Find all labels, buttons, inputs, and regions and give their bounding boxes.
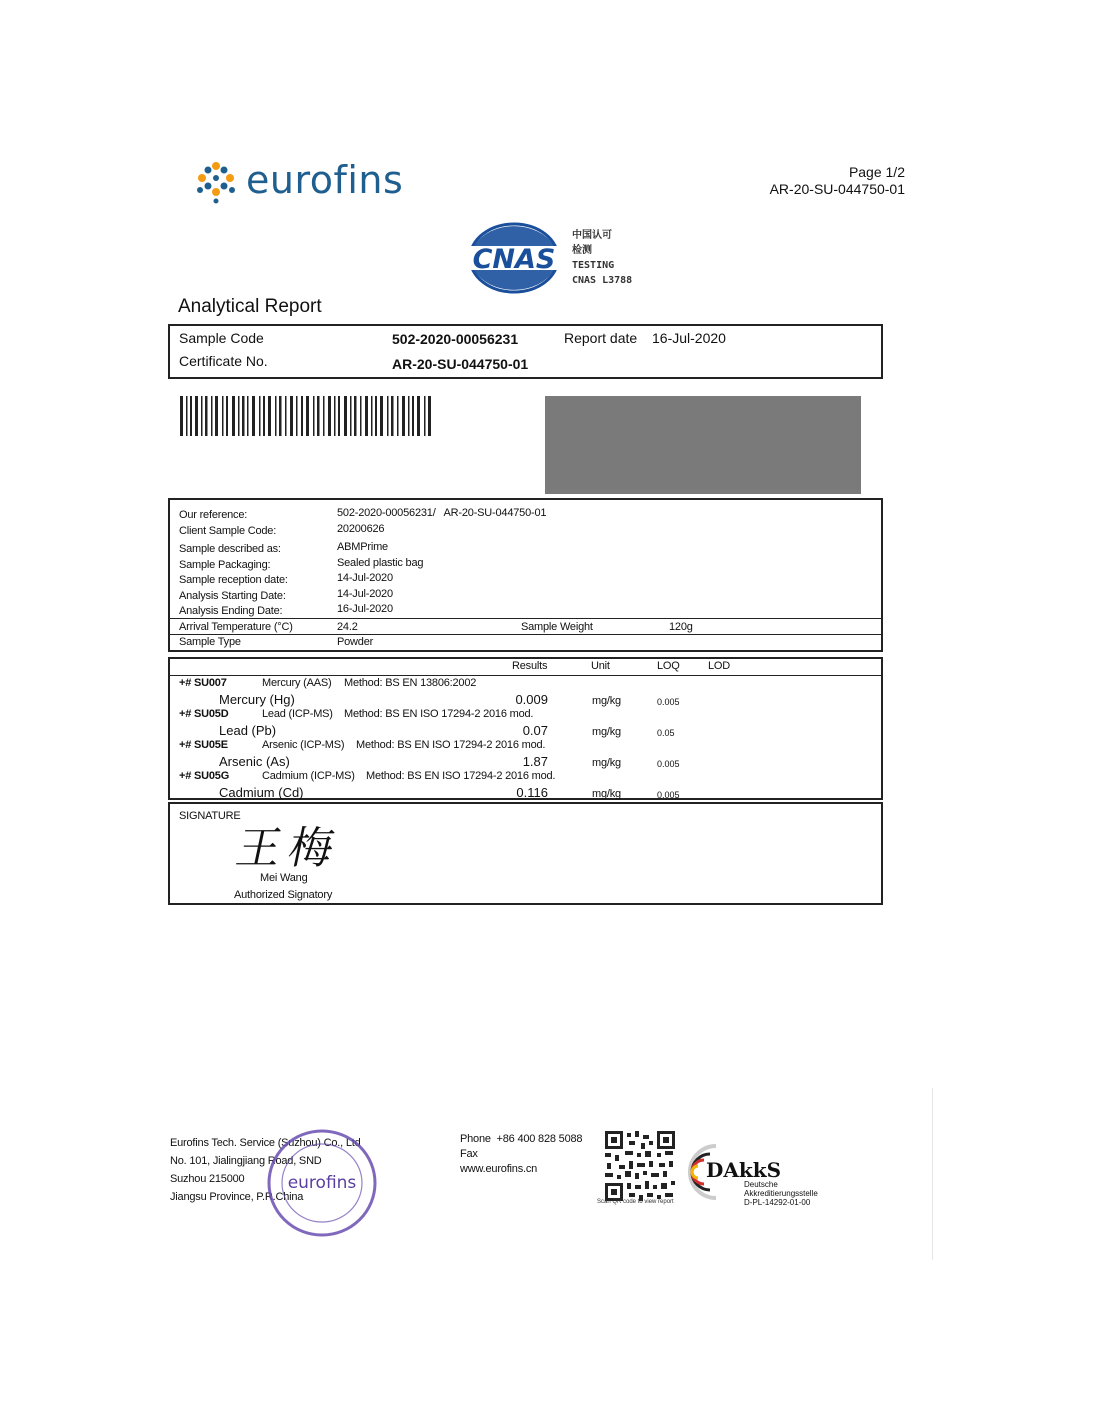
lod-header: LOD bbox=[708, 660, 731, 672]
signature-box bbox=[168, 802, 883, 905]
info-label: Sample Packaging: bbox=[179, 558, 271, 571]
info-label: Sample described as: bbox=[179, 543, 281, 555]
dakks-logo-text: DAkkS bbox=[706, 1158, 782, 1182]
page-edge-line bbox=[932, 1088, 933, 1260]
sample-code-box bbox=[168, 324, 883, 379]
stamp-icon bbox=[266, 1128, 378, 1238]
info-value: 20200626 bbox=[337, 522, 385, 535]
analyte-unit: mg/kg bbox=[592, 726, 621, 738]
analyte-result: 0.116 bbox=[516, 785, 548, 800]
test-analysis: Lead (ICP-MS) bbox=[262, 708, 333, 720]
analyte-result: 1.87 bbox=[522, 754, 548, 769]
certificate-value: AR-20-SU-044750-01 bbox=[392, 356, 529, 372]
info-label: Analysis Ending Date: bbox=[179, 605, 283, 617]
cnas-line2: 检测 bbox=[572, 245, 592, 256]
results-box bbox=[168, 657, 883, 800]
analyte-loq: 0.05 bbox=[657, 728, 675, 738]
contact-info bbox=[460, 1132, 582, 1177]
qr-code-icon bbox=[603, 1129, 677, 1203]
info-label: Client Sample Code: bbox=[179, 524, 277, 537]
cnas-text bbox=[572, 228, 632, 288]
test-code: +# SU007 bbox=[179, 677, 227, 689]
eurofins-logo bbox=[194, 160, 414, 206]
unit-header: Unit bbox=[591, 660, 610, 672]
info-label: Our reference: bbox=[179, 509, 248, 521]
test-analysis: Mercury (AAS) bbox=[262, 677, 332, 689]
sample-type-value: Powder bbox=[337, 636, 374, 648]
analyte-result: 0.07 bbox=[522, 723, 548, 738]
signatory-title: Authorized Signatory bbox=[234, 889, 333, 901]
results-header-divider bbox=[170, 675, 881, 676]
eurofins-dots-icon bbox=[194, 160, 238, 204]
signature-label: SIGNATURE bbox=[179, 810, 241, 822]
barcode bbox=[180, 396, 432, 436]
dakks-line: D-PL-14292-01-00 bbox=[744, 1198, 811, 1207]
address-line: No. 101, Jialingjiang Road, SND bbox=[170, 1155, 322, 1167]
signatory-name: Mei Wang bbox=[260, 872, 308, 884]
divider bbox=[170, 618, 881, 619]
info-value: 14-Jul-2020 bbox=[337, 572, 393, 584]
redacted-area bbox=[545, 396, 861, 494]
phone-value: +86 400 828 5088 bbox=[496, 1133, 583, 1145]
dakks-line: Akkreditierungsstelle bbox=[744, 1189, 818, 1198]
address-line: Jiangsu Province, P.R.China bbox=[170, 1191, 304, 1203]
test-analysis: Arsenic (ICP-MS) bbox=[262, 739, 345, 751]
test-code: +# SU05G bbox=[179, 770, 230, 782]
info-value: ABMPrime bbox=[337, 541, 388, 553]
cnas-line1: 中国认可 bbox=[572, 230, 612, 241]
analyte-unit: mg/kg bbox=[592, 788, 621, 800]
fax-label: Fax bbox=[460, 1148, 478, 1160]
report-date-label: Report date bbox=[564, 330, 638, 346]
dakks-text bbox=[744, 1180, 818, 1207]
arrival-temp-value: 24.2 bbox=[337, 621, 358, 633]
test-code: +# SU05E bbox=[179, 739, 228, 751]
results-header: Results bbox=[512, 660, 548, 672]
analyte-name: Mercury (Hg) bbox=[219, 692, 295, 707]
sample-weight-value: 120g bbox=[669, 621, 693, 633]
arrival-temp-label: Arrival Temperature (°C) bbox=[179, 621, 293, 633]
analyte-loq: 0.005 bbox=[657, 697, 680, 707]
analyte-result: 0.009 bbox=[515, 692, 548, 707]
cnas-line4: CNAS L3788 bbox=[572, 275, 633, 286]
cnas-emblem-icon bbox=[468, 222, 560, 294]
info-value: 502-2020-00056231/ AR-20-SU-044750-01 bbox=[337, 507, 547, 519]
sample-type-label: Sample Type bbox=[179, 636, 241, 648]
qr-code bbox=[603, 1129, 677, 1203]
page-label: Page 1/2 bbox=[848, 164, 905, 180]
test-method: Method: BS EN 13806:2002 bbox=[344, 677, 477, 689]
analyte-name: Arsenic (As) bbox=[219, 754, 290, 769]
report-title: Analytical Report bbox=[178, 296, 322, 317]
analyte-unit: mg/kg bbox=[592, 695, 621, 707]
report-date-value: 16-Jul-2020 bbox=[652, 330, 726, 346]
sample-info-box bbox=[168, 498, 883, 652]
qr-caption: Scan QR code to view report bbox=[597, 1199, 674, 1205]
test-method: Method: BS EN ISO 17294-2 2016 mod. bbox=[366, 770, 556, 782]
test-method: Method: BS EN ISO 17294-2 2016 mod. bbox=[344, 708, 534, 720]
sample-code-label: Sample Code bbox=[179, 330, 264, 346]
analyte-loq: 0.005 bbox=[657, 759, 680, 769]
sample-info-values bbox=[337, 506, 546, 618]
cnas-logo bbox=[468, 222, 643, 294]
company-name: Eurofins Tech. Service (Suzhou) Co., Ltd bbox=[170, 1137, 361, 1149]
info-value: 14-Jul-2020 bbox=[337, 587, 393, 600]
eurofins-logo-text: eurofins bbox=[246, 158, 404, 202]
analyte-loq: 0.005 bbox=[657, 790, 680, 800]
analyte-name: Cadmium (Cd) bbox=[219, 785, 304, 800]
dakks-line: Deutsche bbox=[744, 1180, 778, 1189]
certificate-label: Certificate No. bbox=[179, 353, 268, 369]
barcode-icon bbox=[180, 396, 432, 436]
website: www.eurofins.cn bbox=[460, 1163, 538, 1175]
loq-header: LOQ bbox=[657, 660, 680, 672]
analyte-name: Lead (Pb) bbox=[219, 723, 277, 738]
analyte-unit: mg/kg bbox=[592, 757, 621, 769]
address-line: Suzhou 215000 bbox=[170, 1173, 245, 1185]
sample-code-value: 502-2020-00056231 bbox=[392, 331, 519, 347]
dakks-logo bbox=[686, 1142, 836, 1210]
test-analysis: Cadmium (ICP-MS) bbox=[262, 770, 355, 782]
info-value: Sealed plastic bag bbox=[337, 556, 424, 569]
sample-weight-label: Sample Weight bbox=[521, 621, 593, 633]
handwritten-signature: 王梅 bbox=[231, 823, 347, 874]
cnas-line3: TESTING bbox=[572, 260, 615, 271]
test-method: Method: BS EN ISO 17294-2 2016 mod. bbox=[356, 739, 546, 751]
phone-label: Phone bbox=[460, 1133, 491, 1145]
divider bbox=[170, 634, 881, 635]
info-label: Analysis Starting Date: bbox=[179, 589, 286, 602]
company-stamp bbox=[266, 1128, 378, 1238]
page-info bbox=[770, 164, 905, 198]
sample-info-labels bbox=[179, 508, 288, 620]
info-label: Sample reception date: bbox=[179, 574, 288, 586]
cnas-logo-text: CNAS bbox=[472, 244, 556, 275]
info-value: 16-Jul-2020 bbox=[337, 603, 393, 615]
header-report-number: AR-20-SU-044750-01 bbox=[769, 181, 905, 197]
test-code: +# SU05D bbox=[179, 708, 229, 720]
stamp-text: eurofins bbox=[287, 1173, 357, 1193]
